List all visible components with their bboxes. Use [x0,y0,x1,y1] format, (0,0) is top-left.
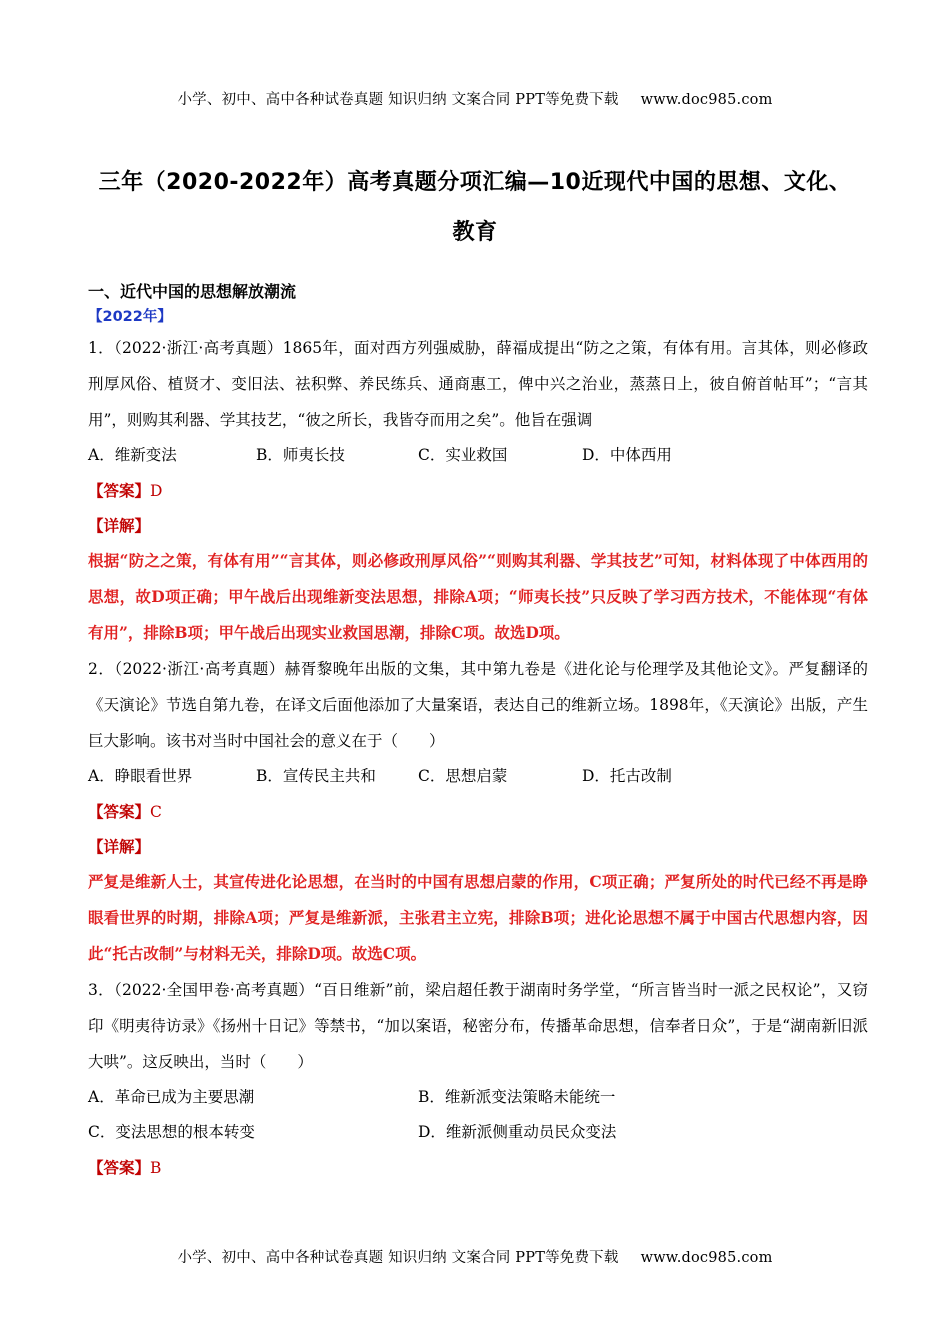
question-1-options [88,438,868,473]
option-a: A．革命已成为主要思潮 [88,1088,255,1106]
question-1-explanation: 根据“防之之策，有体有用”“言其体，则必修政刑厚风俗”“则购其利器、学其技艺”可知，材料体现了中体西用的思想，故D项正确；甲午战后出现维新变法思想，排除A项；“师夷长技”只反映了学习西方技术，不能体现“有体有用”，排除B项；甲午战后出现实业救国思潮，排除C项。故选D项。 [88,551,868,642]
question-2-explanation: 严复是维新人士，其宣传进化论思想，在当时的中国有思想启蒙的作用，C项正确；严复所处的时代已经不再是睁眼看世界的时期，排除A项；严复是维新派，主张君主立宪，排除B项；进化论思想不属于中国古代思想内容，因此“托古改制”与材料无关，排除D项。故选C项。 [88,872,868,963]
question-1-detail-label: 【详解】 [88,516,151,535]
option-b: B．师夷长技 [256,446,345,464]
section-heading: 一、近代中国的思想解放潮流 [88,282,297,301]
question-1-answer [88,473,868,508]
question-3-answer [88,1150,868,1185]
option-d: D．托古改制 [582,767,672,785]
header-url-link[interactable]: www.doc985.com [640,92,773,108]
question-2-options [88,759,868,794]
footer-url-link[interactable]: www.doc985.com [640,1250,773,1266]
answer-value: D [150,482,163,500]
page-header [0,88,950,109]
option-c: C．思想启蒙 [418,767,508,785]
question-2-text: 2．（2022·浙江·高考真题）赫胥黎晚年出版的文集，其中第九卷是《进化论与伦理学及其他论文》。严复翻译的《天演论》节选自第九卷，在译文后面他添加了大量案语，表达自己的维新立场。1898年，《天演论》出版，产生巨大影响。该书对当时中国社会的意义在于（ ） [88,660,868,750]
question-3-text: 3．（2022·全国甲卷·高考真题）“百日维新”前，梁启超任教于湖南时务学堂，“所言皆当时一派之民权论”，又窃印《明夷待访录》《扬州十日记》等禁书，“加以案语，秘密分布，传播革命思想，信奉者日众”，于是“湖南新旧派大哄”。这反映出，当时（ ） [88,981,868,1071]
document-title-line2: 教育 [452,220,498,245]
answer-label: 【答案】 [88,1158,151,1177]
answer-value: B [150,1159,162,1177]
option-b: B．宣传民主共和 [256,767,376,785]
answer-label: 【答案】 [88,481,151,500]
option-d: D．维新派侧重动员民众变法 [418,1123,617,1141]
answer-value: C [150,803,162,821]
option-a: A．维新变法 [88,446,177,464]
option-a: A．睁眼看世界 [88,767,193,785]
year-tag: 【2022年】 [88,309,172,325]
answer-label: 【答案】 [88,802,151,821]
footer-text: 小学、初中、高中各种试卷真题 知识归纳 文案合同 PPT等免费下载 [177,1250,619,1266]
page-footer [0,1246,950,1267]
document-body [88,280,868,1185]
document-title-line1: 三年（2020-2022年）高考真题分项汇编—10近现代中国的思想、文化、 [98,170,852,195]
question-2-answer [88,794,868,829]
header-text: 小学、初中、高中各种试卷真题 知识归纳 文案合同 PPT等免费下载 [177,92,619,108]
question-1-text: 1．（2022·浙江·高考真题）1865年，面对西方列强威胁，薛福成提出“防之之策，有体有用。言其体，则必修政刑厚风俗、植贤才、变旧法、祛积弊、养民练兵、通商惠工，俾中兴之治业，蒸蒸日上，彼自俯首帖耳”；“言其用”，则购其利器、学其技艺，“彼之所长，我皆夺而用之矣”。他旨在强调 [88,339,868,429]
option-b: B．维新派变法策略未能统一 [418,1088,616,1106]
question-2-detail-label: 【详解】 [88,837,151,856]
option-c: C．实业救国 [418,446,508,464]
question-3-options-row1 [88,1080,868,1115]
question-3-options-row2 [88,1115,868,1150]
option-c: C．变法思想的根本转变 [88,1123,255,1141]
option-d: D．中体西用 [582,446,672,464]
